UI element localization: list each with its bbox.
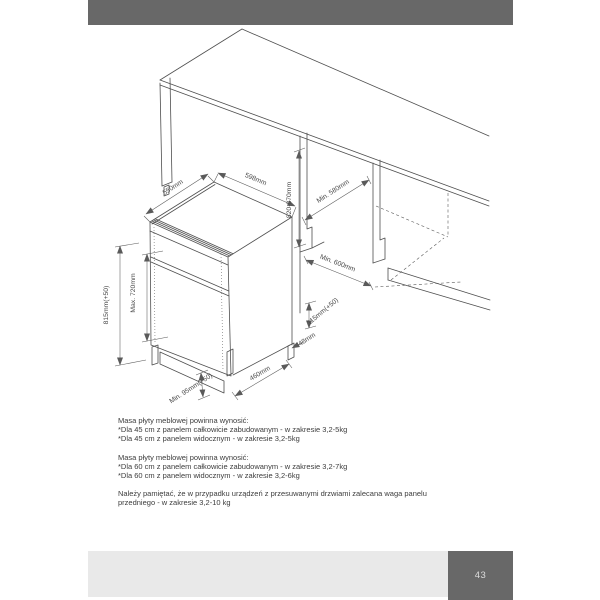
dim-label-niche-height: 820-870mm <box>286 181 293 219</box>
dim-niche-width <box>304 254 373 290</box>
dim-label-niche-width: Min. 600mm <box>318 253 357 274</box>
dim-panel-max-height <box>130 251 168 342</box>
note-title: Masa płyty meblowej powinna wynosić: <box>118 416 249 425</box>
dim-niche-height <box>286 148 306 248</box>
note-block-45cm <box>118 416 498 444</box>
dim-label-base-depth: 460mm <box>248 364 272 383</box>
dim-label-plinth-depth: 48mm <box>297 331 318 348</box>
dim-label-dw-height: 815mm(+50) <box>103 285 110 325</box>
notes-section <box>118 416 498 517</box>
note-item: *Dla 60 cm z panelem całkowicie zabudowanym - w zakresie 3,2-7kg <box>118 461 348 471</box>
note-line: Należy pamiętać, że w przypadku urządzeń z przesuwanymi drzwiami zalecana waga panelu <box>118 489 427 499</box>
note-block-60cm <box>118 453 498 481</box>
note-line: przedniego - w zakresie 3,2-10 kg <box>118 498 231 508</box>
page-number: 43 <box>474 570 487 581</box>
dishwasher <box>150 182 294 393</box>
note-title: Masa płyty meblowej powinna wynosić: <box>118 452 249 462</box>
niche-left-panel <box>300 133 324 313</box>
note-item: *Dla 45 cm z panelem całkowicie zabudowanym - w zakresie 3,2-5kg <box>118 425 348 435</box>
left-end-panel <box>160 78 172 196</box>
note-item: *Dla 60 cm z panelem widocznym - w zakresie 3,2-6kg <box>118 471 300 481</box>
niche-right-panel <box>373 160 385 263</box>
dim-niche-depth <box>302 176 371 225</box>
dim-dw-width <box>214 172 296 217</box>
dim-label-dw-depth: 550mm <box>161 178 185 197</box>
dim-dw-depth <box>144 174 214 222</box>
countertop <box>160 29 489 206</box>
dim-label-niche-depth: Min. 580mm <box>315 178 351 205</box>
dim-dw-height <box>103 243 146 366</box>
footer-page-box <box>448 551 513 600</box>
dim-base-clearance <box>168 370 213 405</box>
dim-label-base-clearance: Min. 95mm(+50) <box>168 372 214 406</box>
plinth <box>388 268 490 310</box>
dim-plinth-height <box>305 297 340 329</box>
dim-label-plinth-height: 115mm(+50) <box>306 296 340 327</box>
dim-label-panel-max-height: Max. 720mm <box>130 273 137 313</box>
dim-label-dw-width: 598mm <box>243 171 268 188</box>
dim-base-depth <box>232 360 292 400</box>
dim-plinth-depth <box>292 331 317 348</box>
note-block-sliding-door <box>118 489 498 507</box>
note-item: *Dla 45 cm z panelem widocznym - w zakresie 3,2-5kg <box>118 434 300 444</box>
footer-bar <box>88 551 448 597</box>
